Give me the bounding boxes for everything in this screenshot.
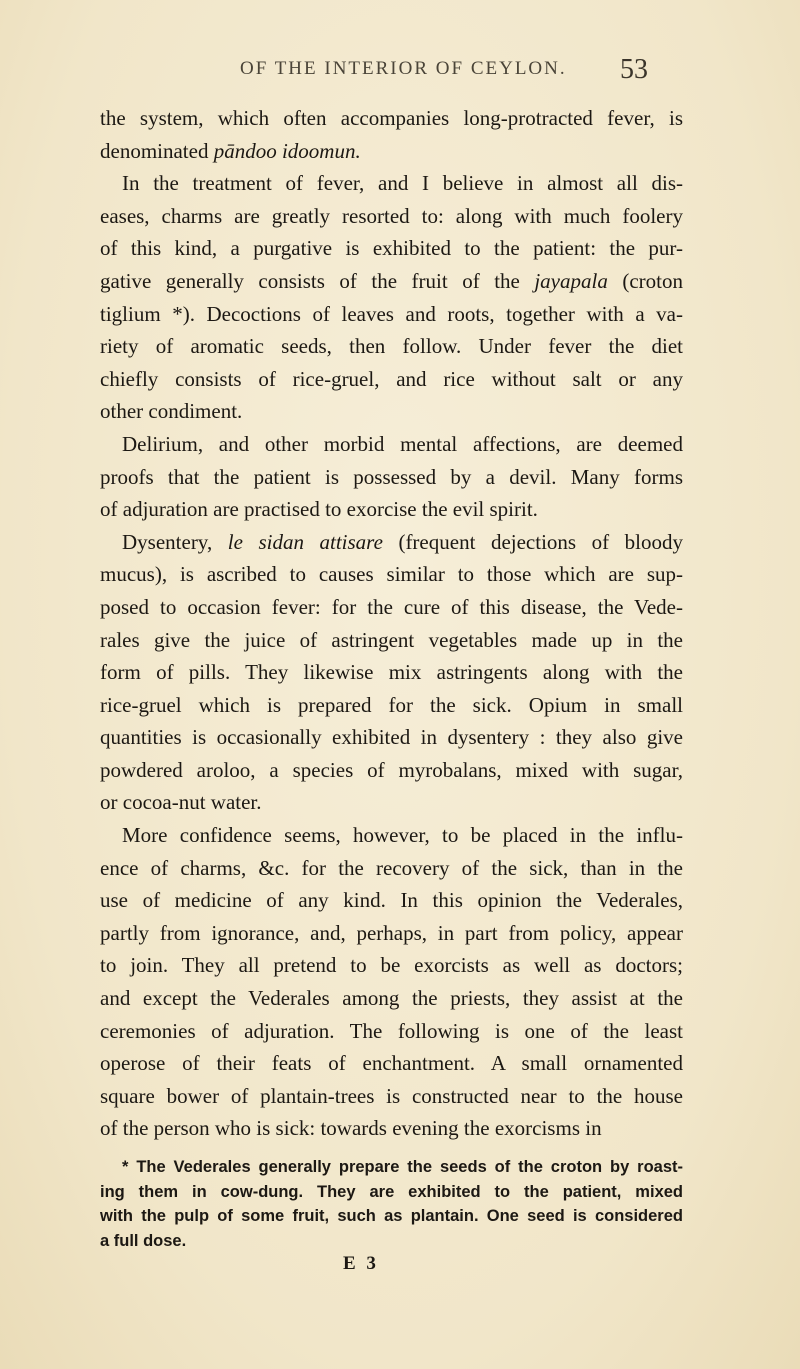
text-segment: riety of aromatic seeds, then follow. Under fever the diet — [100, 334, 683, 359]
text-line — [100, 232, 683, 265]
text-line — [100, 1015, 683, 1048]
text-segment: use of medicine of any kind. In this opinion the Vederales, — [100, 888, 683, 913]
text-segment: mucus), is ascribed to causes similar to those which are sup- — [100, 562, 683, 587]
text-segment: Dysentery, — [122, 529, 228, 554]
text-line — [100, 689, 683, 722]
text-segment: More confidence seems, however, to be placed in the influ- — [122, 823, 683, 848]
text-segment: chiefly consists of rice-gruel, and rice without salt or any — [100, 366, 683, 391]
text-line — [100, 721, 683, 754]
text-segment: other condiment. — [100, 399, 243, 424]
text-segment: of the person who is sick: towards evening the exorcisms in — [100, 1116, 602, 1141]
text-segment: ence of charms, &c. for the recovery of the sick, than in the — [100, 855, 683, 880]
text-line — [100, 591, 683, 624]
text-line — [100, 917, 683, 950]
text-segment: rales give the juice of astringent vegetables made up in the — [100, 627, 683, 652]
text-line — [100, 786, 683, 819]
body-text — [100, 102, 683, 1145]
text-segment: of this kind, a purgative is exhibited to the patient: the pur- — [100, 236, 683, 261]
text-segment: (frequent dejections of bloody — [382, 529, 684, 554]
text-segment: (croton — [607, 268, 683, 293]
italic-term: pāndoo idoomun. — [213, 138, 361, 163]
text-line — [100, 982, 683, 1015]
page-header — [0, 54, 800, 88]
text-line — [100, 852, 683, 885]
text-line — [100, 200, 683, 233]
text-line — [100, 395, 683, 428]
footnote-line: with the pulp of some fruit, such as plantain. One seed is considered — [100, 1207, 683, 1225]
footnote-line: * The Vederales generally prepare the seeds of the croton by roast- — [122, 1158, 683, 1176]
text-line — [100, 558, 683, 591]
text-line — [100, 949, 683, 982]
text-line — [100, 298, 683, 331]
text-line — [100, 428, 683, 461]
text-segment: tiglium *). Decoctions of leaves and roots, together with a va- — [100, 301, 683, 326]
text-segment: quantities is occasionally exhibited in dysentery : they also give — [100, 725, 683, 750]
text-segment: or cocoa-nut water. — [100, 790, 262, 815]
text-segment: rice-gruel which is prepared for the sick. Opium in small — [100, 692, 683, 717]
page-number: 53 — [620, 54, 648, 85]
text-segment: the system, which often accompanies long-protracted fever, is — [100, 106, 683, 130]
text-line — [100, 1112, 683, 1145]
text-segment: gative generally consists of the fruit of the — [100, 268, 535, 293]
text-line — [100, 754, 683, 787]
text-segment: to join. They all pretend to be exorcists as well as doctors; — [100, 953, 683, 978]
text-segment: partly from ignorance, and, perhaps, in part from policy, appear — [100, 920, 683, 945]
text-line — [100, 1080, 683, 1113]
text-segment: In the treatment of fever, and I believe in almost all dis- — [122, 171, 683, 196]
text-line — [100, 624, 683, 657]
text-segment: posed to occasion fever: for the cure of this disease, the Vede- — [100, 594, 683, 619]
text-line — [100, 819, 683, 852]
footnote-line: ing them in cow-dung. They are exhibited to the patient, mixed — [100, 1182, 683, 1201]
text-segment: operose of their feats of enchantment. A small ornamented — [100, 1051, 683, 1076]
footnote — [100, 1155, 683, 1253]
text-segment: ceremonies of adjuration. The following is one of the least — [100, 1018, 683, 1043]
text-segment: Delirium, and other morbid mental affections, are deemed — [122, 431, 683, 456]
signature-mark: E 3 — [343, 1253, 379, 1274]
text-line — [100, 135, 683, 168]
text-line — [100, 363, 683, 396]
text-segment: and except the Vederales among the priests, they assist at the — [100, 986, 683, 1011]
running-head: OF THE INTERIOR OF CEYLON. — [240, 58, 567, 79]
text-line — [100, 656, 683, 689]
footnote-line: a full dose. — [100, 1231, 187, 1250]
text-line — [100, 461, 683, 494]
text-line — [100, 526, 683, 559]
text-segment: square bower of plantain-trees is constructed near to the house — [100, 1083, 683, 1108]
text-line — [100, 1047, 683, 1080]
text-segment: proofs that the patient is possessed by a devil. Many forms — [100, 464, 683, 489]
text-segment: powdered aroloo, a species of myrobalans, mixed with sugar, — [100, 757, 683, 782]
text-line — [100, 330, 683, 363]
italic-term: le sidan attisare — [227, 529, 383, 554]
text-line — [100, 167, 683, 200]
text-line — [100, 493, 683, 526]
text-line — [100, 884, 683, 917]
text-line — [100, 265, 683, 298]
text-segment: form of pills. They likewise mix astringents along with the — [100, 660, 683, 685]
text-segment: denominated — [100, 138, 214, 163]
text-segment: eases, charms are greatly resorted to: along with much foolery — [100, 203, 683, 228]
italic-term: jayapala — [534, 268, 608, 293]
text-line — [100, 102, 683, 135]
text-segment: of adjuration are practised to exorcise the evil spirit. — [100, 497, 538, 522]
